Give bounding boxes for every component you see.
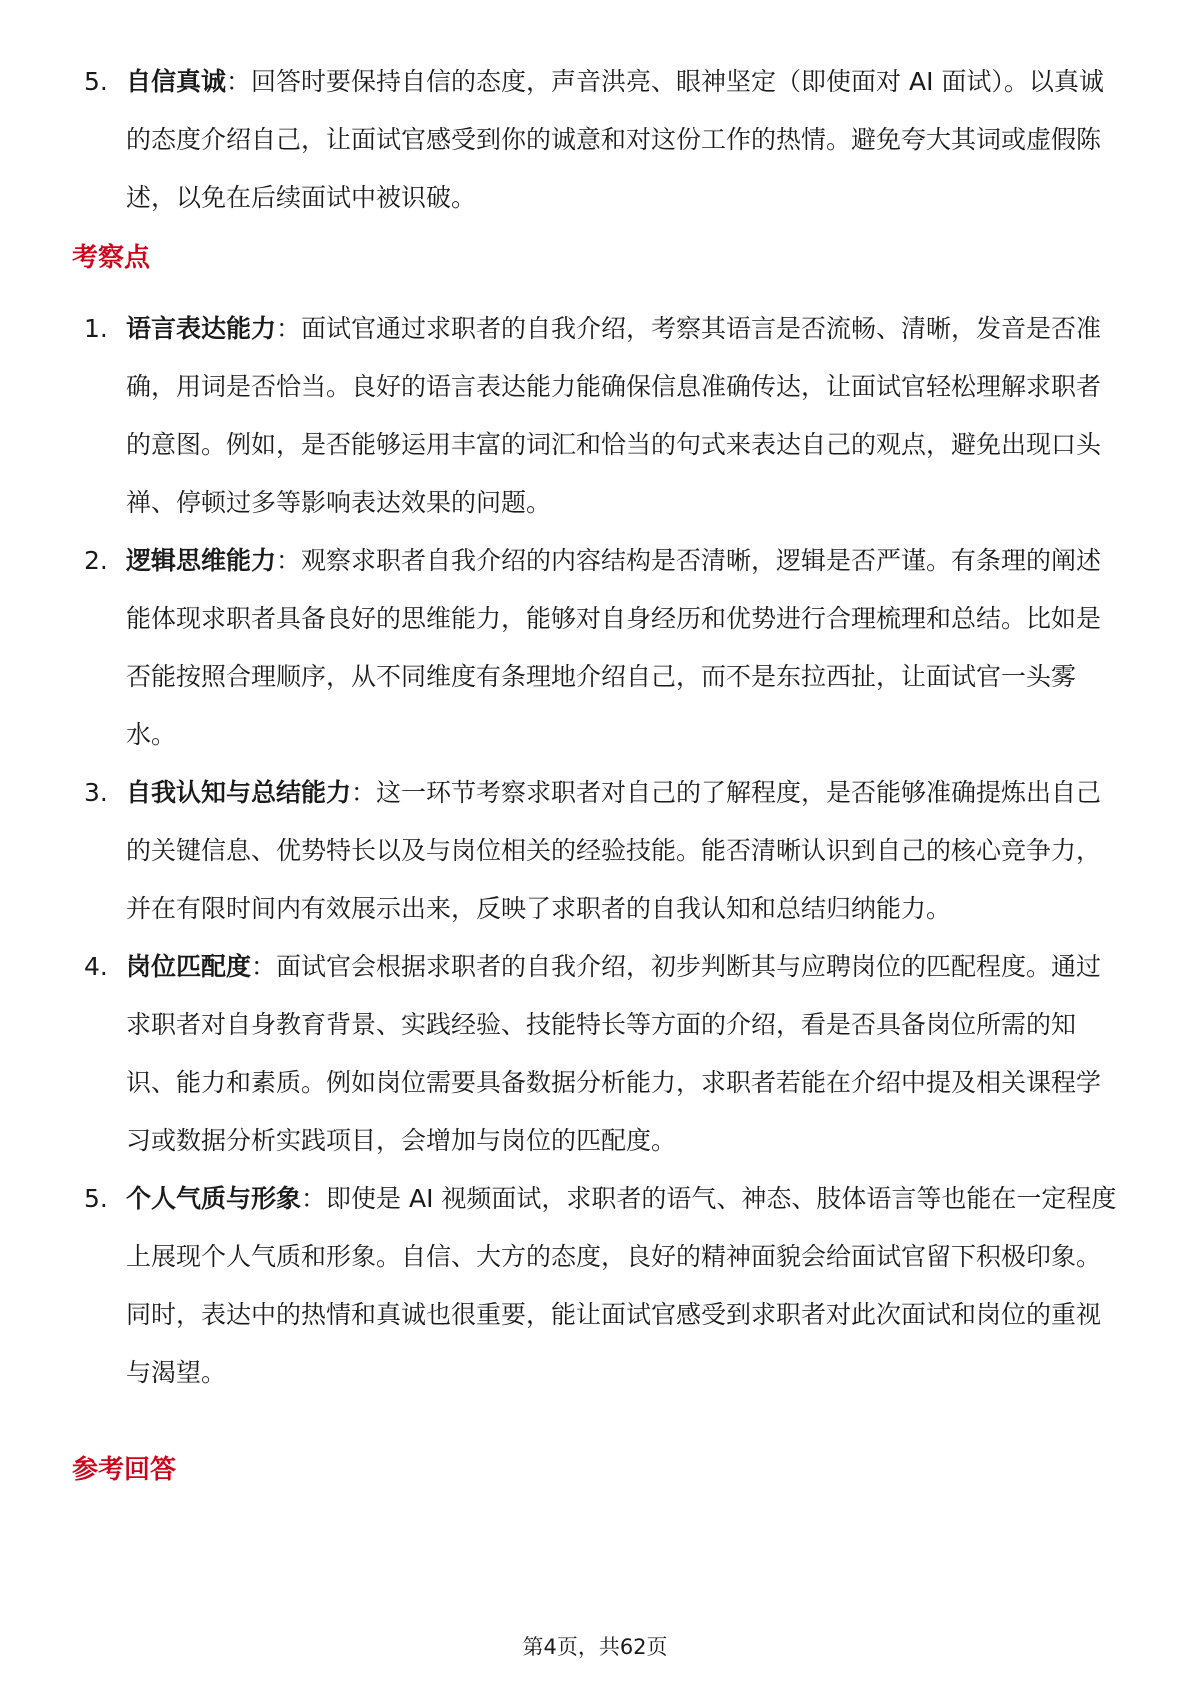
item-term: 个人气质与形象 bbox=[126, 1184, 302, 1213]
list-item bbox=[0, 938, 1190, 1170]
item-number: 5. bbox=[84, 67, 108, 96]
item-term: 语言表达能力 bbox=[126, 314, 277, 343]
item-number: 4. bbox=[84, 952, 108, 981]
item-term: 岗位匹配度 bbox=[126, 952, 252, 981]
section-title-assessment: 考察点 bbox=[72, 243, 151, 273]
page-number: 第4页，共62页 bbox=[522, 1635, 668, 1659]
item-number: 3. bbox=[84, 778, 108, 807]
item-text: ：面试官会根据求职者的自我介绍，初步判断其与应聘岗位的匹配程度。通过求职者对自身教育背景、实践经验、技能特长等方面的介绍，看是否具备岗位所需的知识、能力和素质。例如岗位需要具备数据分析能力，求职者若能在介绍中提及相关课程学习或数据分析实践项目，会增加与岗位的匹配度。 bbox=[126, 952, 1102, 1155]
item-term: 自信真诚 bbox=[126, 67, 227, 96]
list-item bbox=[0, 300, 1190, 532]
assessment-list bbox=[0, 300, 1190, 1402]
list-item bbox=[0, 532, 1190, 764]
item-text: ：即使是 AI 视频面试，求职者的语气、神态、肢体语言等也能在一定程度上展现个人气质和形象。自信、大方的态度，良好的精神面貌会给面试官留下积极印象。同时，表达中的热情和真诚也很重要，能让面试官感受到求职者对此次面试和岗位的重视与渴望。 bbox=[126, 1184, 1117, 1387]
list-item bbox=[0, 764, 1190, 938]
item-number: 2. bbox=[84, 546, 108, 575]
list-item bbox=[0, 53, 1190, 227]
item-text: ：面试官通过求职者的自我介绍，考察其语言是否流畅、清晰，发音是否准确，用词是否恰当。良好的语言表达能力能确保信息准确传达，让面试官轻松理解求职者的意图。例如，是否能够运用丰富的词汇和恰当的句式来表达自己的观点，避免出现口头禅、停顿过多等影响表达效果的问题。 bbox=[126, 314, 1102, 517]
item-text: ：回答时要保持自信的态度，声音洪亮、眼神坚定（即使面对 AI 面试）。以真诚的态度介绍自己，让面试官感受到你的诚意和对这份工作的热情。避免夸大其词或虚假陈述，以免在后续面试中被识破。 bbox=[126, 67, 1104, 212]
item-number: 5. bbox=[84, 1184, 108, 1213]
item-number: 1. bbox=[84, 314, 108, 343]
list-item bbox=[0, 1170, 1190, 1402]
intro-list bbox=[0, 53, 1190, 227]
section-title-reference: 参考回答 bbox=[72, 1455, 177, 1485]
item-term: 逻辑思维能力 bbox=[126, 546, 277, 575]
item-term: 自我认知与总结能力 bbox=[126, 778, 352, 807]
item-text: ：这一环节考察求职者对自己的了解程度，是否能够准确提炼出自己的关键信息、优势特长以及与岗位相关的经验技能。能否清晰认识到自己的核心竞争力，并在有限时间内有效展示出来，反映了求职者的自我认知和总结归纳能力。 bbox=[126, 778, 1102, 923]
item-text: ：观察求职者自我介绍的内容结构是否清晰，逻辑是否严谨。有条理的阐述能体现求职者具备良好的思维能力，能够对自身经历和优势进行合理梳理和总结。比如是否能按照合理顺序，从不同维度有条理地介绍自己，而不是东拉西扯，让面试官一头雾水。 bbox=[126, 546, 1102, 749]
